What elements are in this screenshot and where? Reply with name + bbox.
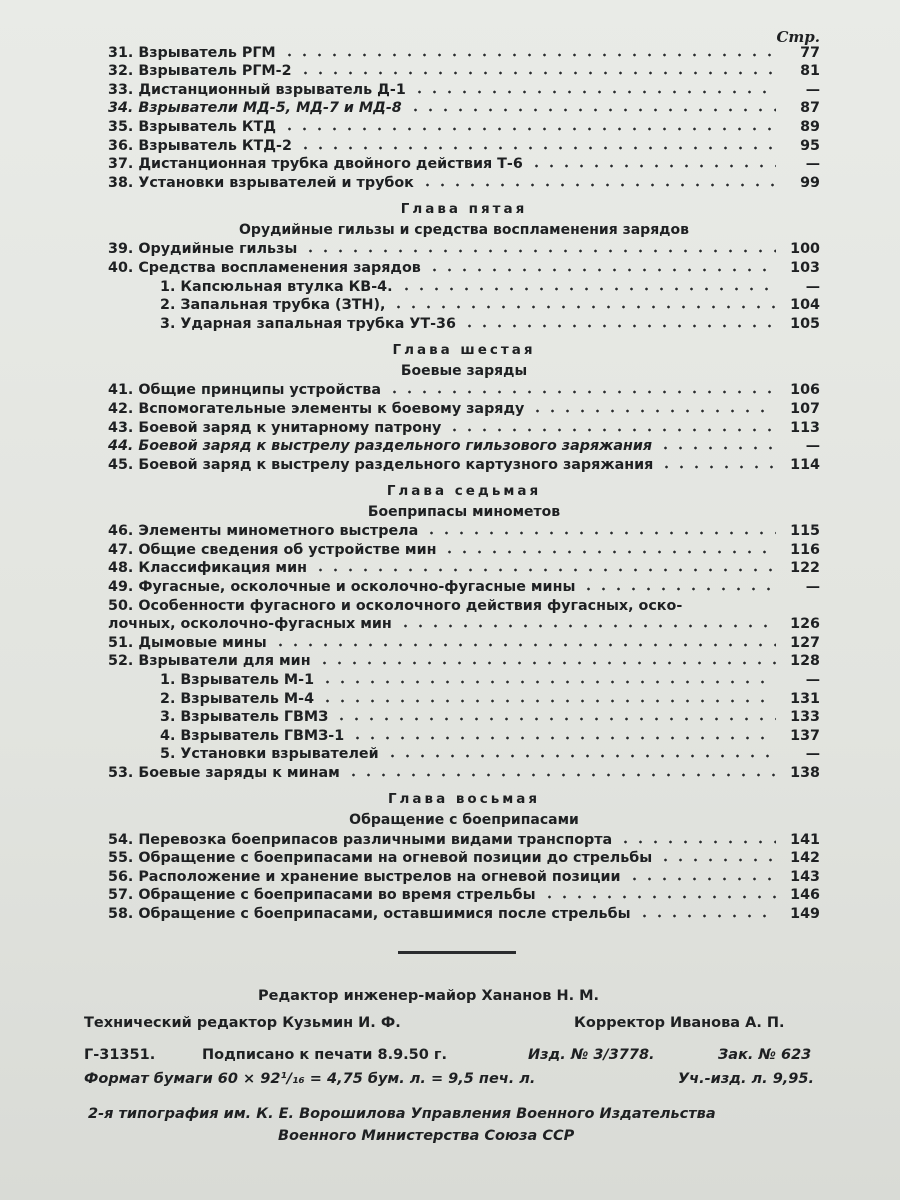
entry-number: 46. [108,523,134,540]
entry-text: Боевой заряд к выстрелу раздельного гильзового заряжания [138,438,653,455]
leader-dots [530,408,776,414]
entry-title [108,849,652,867]
entry-title [108,259,421,277]
entry-page: 107 [790,400,820,417]
leader-dots [313,567,776,573]
entry-text: Взрыватели для мин [138,653,311,670]
entry-page: 122 [790,560,820,577]
leader-dots [320,698,776,704]
leader-dots [529,163,776,169]
entry-number: 5. [160,746,176,763]
toc-entry [108,117,820,136]
paper-format: Формат бумаги 60 × 92¹/₁₆ = 4,75 бум. л. = 9,5 печ. л. [84,1071,536,1087]
toc-entry [108,277,820,296]
entry-page: 87 [800,100,820,117]
chapter-number: Глава восьмая [387,791,541,807]
toc-entry [108,708,820,727]
entry-page: 141 [790,831,820,848]
entry-title [108,578,575,596]
entry-title [108,652,311,670]
entry-page: — [805,579,820,596]
entry-page: 143 [790,868,820,885]
entry-title [108,118,276,136]
entry-text: Взрыватель ГВМЗ-1 [180,727,345,744]
zak-number: Зак. № 623 [718,1047,812,1063]
entry-page: 115 [790,523,820,540]
entry-page: 133 [790,709,820,726]
entry-title [108,437,652,455]
entry-text: Обращение с боеприпасами, оставшимися после стрельбы [138,905,631,922]
entry-number: 33. [108,81,134,98]
toc-entry [108,258,820,277]
leader-dots [346,772,776,778]
entry-title [108,155,523,173]
entry-page: — [805,438,820,455]
entry-text: Взрыватель РГМ [138,44,276,61]
entry-page: 113 [790,419,820,436]
entry-text: Взрыватель М-1 [180,672,315,689]
leader-dots [320,679,776,685]
entry-number: 1. [160,672,176,689]
entry-text: Капсюльная втулка КВ-4. [180,278,393,295]
entry-number: 51. [108,634,134,651]
entry-page: 126 [790,616,820,633]
leader-dots [442,549,776,555]
chapter-number: Глава пятая [400,200,528,217]
entry-page: 104 [790,297,820,314]
entry-number: 41. [108,382,134,399]
toc-entry [108,726,820,745]
entry-title [108,868,621,886]
leader-dots [350,735,776,741]
entry-number: 55. [108,850,134,867]
leader-dots [659,464,776,470]
signed-date: Подписано к печати 8.9.50 г. [202,1047,447,1063]
entry-text: Средства воспламенения зарядов [138,259,421,276]
entry-number: 39. [108,241,134,258]
entry-number: 4. [160,727,176,744]
entry-number: 52. [108,653,134,670]
leader-dots [399,286,776,292]
entry-text: Особенности фугасного и осколочного действия фугасных, оско- [138,597,683,614]
toc-entry [108,689,820,708]
toc-entry [108,540,820,559]
order-code: Г-31351. [84,1047,156,1063]
page-column-label: Стр. [776,28,820,46]
entry-title [160,671,314,689]
entry-number: 36. [108,137,134,154]
leader-dots [412,89,776,95]
leader-dots [658,445,776,451]
entry-page: 114 [790,456,820,473]
toc-entry [108,577,820,596]
entry-page: — [805,672,820,689]
leader-dots [385,753,776,759]
leader-dots [427,267,776,273]
entry-text: Перевозка боеприпасов различными видами транспорта [138,831,613,848]
toc-entry [108,867,820,886]
entry-number: 53. [108,765,134,781]
leader-dots [317,660,776,666]
entry-text: Дымовые мины [138,634,267,651]
leader-dots [282,126,776,132]
toc-entry [108,80,820,99]
leader-dots [273,642,776,648]
entry-page: — [805,81,820,98]
entry-number: 54. [108,831,134,848]
entry-title [108,764,340,782]
toc-entry [108,830,820,849]
entry-title [160,727,344,745]
entry-title [108,381,381,399]
entry-title [160,745,379,763]
corrector: Корректор Иванова А. П. [574,1015,785,1031]
izd-number: Изд. № 3/3778. [528,1047,655,1063]
toc-entry [108,381,820,400]
leader-dots [637,913,777,919]
printer-2: Военного Министерства Союза ССР [278,1128,575,1144]
entry-number: 43. [108,419,134,436]
entry-text: Установки взрывателей [180,746,379,763]
entry-title [160,690,314,708]
entry-number: 1. [160,278,176,295]
entry-number: 2. [160,690,176,707]
entry-number: 48. [108,560,134,577]
entry-title [108,522,418,540]
entry-title [160,296,385,314]
entry-number: 32. [108,63,134,80]
toc-entry [108,763,820,782]
entry-title [108,905,631,923]
entry-number: 34. [108,100,134,117]
entry-page: 89 [800,118,820,135]
entry-title [108,634,267,652]
toc-entry [108,43,820,62]
leader-dots [581,586,776,592]
entry-title [108,81,406,99]
entry-page: 100 [790,241,820,258]
entry-page: 116 [790,541,820,558]
entry-text: Взрыватель ГВМЗ [180,709,329,726]
editor: Редактор инженер-майор Хананов Н. М. [258,988,600,1004]
entry-page: — [805,746,820,763]
toc-entry [108,633,820,652]
entry-number: 49. [108,579,134,596]
entry-title [108,62,292,80]
entry-number: 37. [108,156,134,173]
entry-text: Ударная запальная трубка УТ-36 [180,315,456,332]
entry-title [160,708,328,726]
entry-text: Взрыватель КТД [138,118,277,135]
leader-dots [334,716,776,722]
entry-page: — [805,278,820,295]
entry-text: Боевые заряды к минам [138,765,340,781]
toc-entry [108,522,820,541]
toc-entry [108,904,820,923]
entry-number: 40. [108,259,134,276]
leader-dots [387,389,776,395]
entry-number: 50. [108,597,134,614]
entry-number: 45. [108,456,134,473]
entry-title [108,541,436,559]
leader-dots [462,323,776,329]
chapter-heading [108,198,820,240]
entry-text: Боевой заряд к унитарному патрону [138,419,442,436]
toc-entry [108,62,820,81]
entry-title [108,240,297,258]
entry-text: Взрыватель РГМ-2 [138,63,292,80]
toc-entry [108,399,820,418]
toc-entry [108,559,820,578]
entry-number: 58. [108,905,134,922]
entry-text: Взрыватели МД-5, МД-7 и МД-8 [138,100,402,117]
entry-text: Боевой заряд к выстрелу раздельного картузного заряжания [138,456,654,473]
toc-entry [108,314,820,333]
entry-page: 131 [790,690,820,707]
entry-title [108,137,292,155]
leader-dots [298,145,776,151]
toc-entry [108,99,820,118]
toc-entry [108,173,820,192]
entry-number: 3. [160,315,176,332]
chapter-title: Обращение с боеприпасами [349,812,579,828]
toc-entry [108,652,820,671]
entry-title [108,559,307,577]
leader-dots [627,876,776,882]
toc-entry [108,849,820,868]
entry-text: Вспомогательные элементы к боевому заряду [138,400,525,417]
entry-text: Дистанционная трубка двойного действия Т-6 [138,156,523,173]
divider-rule [398,951,516,954]
toc-entries [108,43,820,923]
entry-text: Взрыватель М-4 [180,690,315,707]
toc-entry [108,745,820,764]
uch-izd: Уч.-изд. л. 9,95. [678,1071,814,1087]
entry-title [108,886,536,904]
entry-page: 103 [790,259,820,276]
entry-page: 105 [790,315,820,332]
leader-dots [658,857,776,863]
entry-page: 106 [790,382,820,399]
chapter-title: Боеприпасы минометов [367,503,561,520]
toc-entry [108,596,820,615]
leader-dots [303,248,776,254]
toc-entry [108,155,820,174]
tech-editor: Технический редактор Кузьмин И. Ф. [84,1015,401,1031]
chapter-number: Глава шестая [392,341,536,358]
entry-page: 127 [790,634,820,651]
entry-number: 38. [108,174,134,191]
entry-number: 56. [108,868,134,885]
entry-title [108,99,402,117]
entry-page: 99 [800,174,820,191]
entry-page: 137 [790,727,820,744]
entry-title [108,831,612,849]
entry-text: Фугасные, осколочные и осколочно-фугасные мины [138,579,576,596]
entry-title [108,44,276,62]
leader-dots [420,182,776,188]
entry-page: 77 [800,44,820,61]
chapter-heading [108,480,820,522]
chapter-title: Боевые заряды [400,362,528,379]
toc-entry [108,136,820,155]
entry-number: 47. [108,541,134,558]
entry-page: 138 [790,765,820,781]
entry-text: Дистанционный взрыватель Д-1 [138,81,406,98]
entry-number: 35. [108,118,134,135]
toc-entry [108,455,820,474]
entry-text: Обращение с боеприпасами на огневой позиции до стрельбы [138,850,653,867]
leader-dots [391,304,776,310]
entry-number: 2. [160,297,176,314]
entry-title [160,278,393,296]
entry-page: 149 [790,905,820,922]
entry-text: Орудийные гильзы [138,241,298,258]
entry-text: Общие сведения об устройстве мин [138,541,437,558]
entry-text: Расположение и хранение выстрелов на огневой позиции [138,868,621,885]
chapter-heading [108,339,820,381]
chapter-number: Глава седьмая [386,482,542,499]
entry-text: Установки взрывателей и трубок [138,174,414,191]
entry-text: лочных, осколочно-фугасных мин [108,616,392,633]
entry-title [108,615,392,633]
printer-1: 2-я типография им. К. Е. Ворошилова Управления Военного Издательства [88,1106,716,1122]
chapter-title: Орудийные гильзы и средства воспламенения зарядов [239,221,689,238]
toc-entry [108,418,820,437]
toc-entry [108,240,820,259]
toc-entry [108,615,820,634]
entry-text: Обращение с боеприпасами во время стрельбы [138,887,536,904]
toc-entry [108,296,820,315]
toc-entry [108,670,820,689]
entry-title [108,597,682,615]
leader-dots [408,107,776,113]
entry-page: 146 [790,887,820,904]
leader-dots [398,623,776,629]
leader-dots [618,839,776,845]
entry-title [108,419,441,437]
entry-title [108,400,524,418]
entry-number: 3. [160,709,176,726]
leader-dots [447,427,776,433]
toc-entry [108,886,820,905]
chapter-heading [108,788,820,830]
leader-dots [298,70,776,76]
leader-dots [424,530,776,536]
entry-title [108,174,414,192]
entry-title [160,315,456,333]
entry-number: 42. [108,400,134,417]
toc-entry [108,437,820,456]
entry-text: Взрыватель КТД-2 [138,137,292,154]
entry-text: Общие принципы устройства [138,382,381,399]
entry-page: 128 [790,653,820,670]
entry-text: Классификация мин [138,560,307,577]
entry-title [108,456,653,474]
entry-text: Элементы минометного выстрела [138,523,419,540]
entry-number: 57. [108,887,134,904]
entry-text: Запальная трубка (ЗТН), [180,297,386,314]
entry-number: 31. [108,44,134,61]
leader-dots [542,894,776,900]
entry-number: 44. [108,438,134,455]
entry-page: — [805,156,820,173]
entry-page: 142 [790,850,820,867]
leader-dots [282,52,776,58]
entry-page: 95 [800,137,820,154]
entry-page: 81 [800,63,820,80]
